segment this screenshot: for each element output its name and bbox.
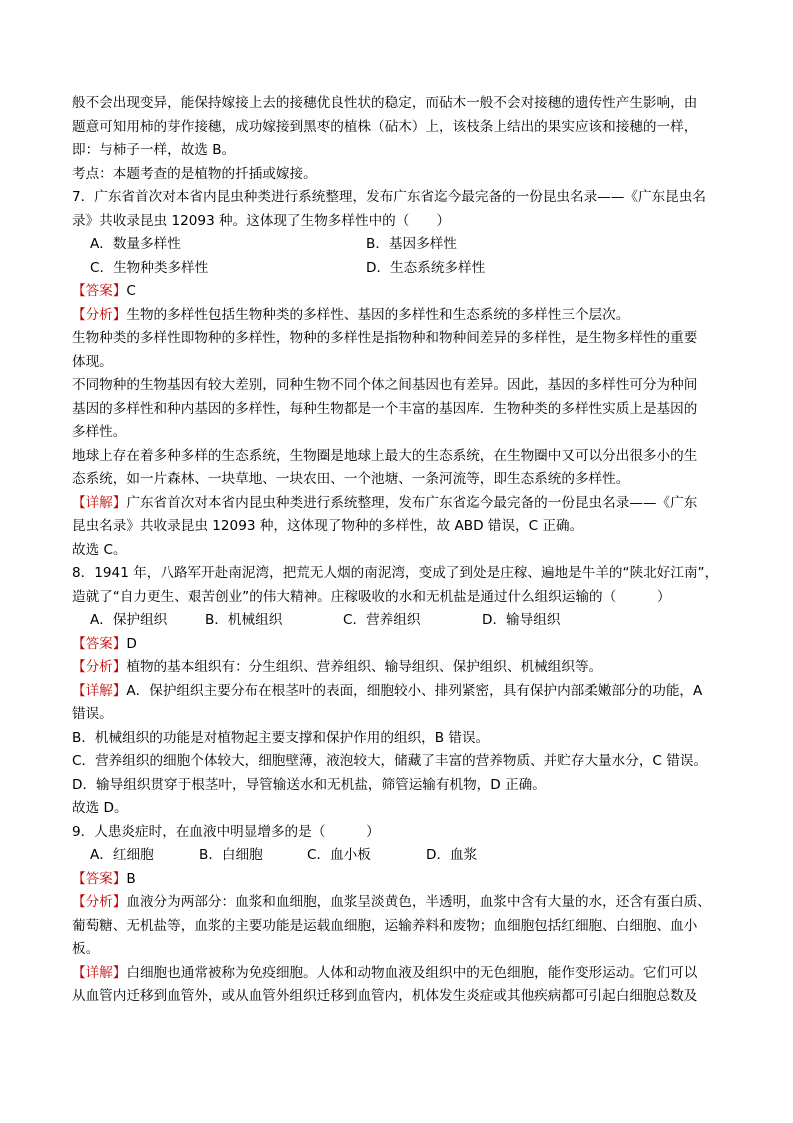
text-line: 态系统，如一片森林、一块草地、一块农田、一个池塘、一条河流等，即生态系统的多样性。 <box>72 471 630 487</box>
question-8-options <box>72 609 722 633</box>
option-b: B．基因多样性 <box>366 236 457 252</box>
text-line: 故选 C。 <box>72 541 127 558</box>
option-a: A．保护组织 <box>90 612 168 628</box>
answer-line <box>72 633 722 657</box>
text-line: 多样性。 <box>72 424 127 440</box>
text-line: 体现。 <box>72 353 113 370</box>
question-7-stem: 录》共收录昆虫 12093 种。这体现了生物多样性中的（ ） <box>72 212 451 229</box>
analysis-tag: 【分析】 <box>72 306 127 323</box>
option-a: A．红细胞 <box>90 847 154 863</box>
option-b: B．白细胞 <box>199 847 263 863</box>
answer-value: D <box>126 635 137 652</box>
text-line: D．输导组织贯穿于根茎叶，导管输送水和无机盐，筛管运输有机物，D 正确。 <box>72 776 546 793</box>
option-a: A．数量多样性 <box>90 236 181 252</box>
text-line: B．机械组织的功能是对植物起主要支撑和保护作用的组织，B 错误。 <box>72 729 490 746</box>
answer-tag: 【答案】 <box>72 635 127 652</box>
question-8-stem: 造就了“自力更生、艰苦创业”的伟大精神。庄稼吸收的水和无机盐是通过什么组织运输的（ ） <box>72 588 671 605</box>
detail-line <box>72 680 722 704</box>
detail-text: 广东省首次对本省内昆虫种类进行系统整理，发布广东省迄今最完备的一份昆虫名录——《广东 <box>126 494 698 511</box>
text-line: C．营养组织的细胞个体较大，细胞壁薄，液泡较大，储藏了丰富的营养物质、并贮存大量水分，C 错误。 <box>72 753 708 769</box>
text-line: 不同物种的生物基因有较大差别，同种生物不同个体之间基因也有差异。因此，基因的多样性可分为种间 <box>72 377 698 393</box>
question-7-options <box>72 257 722 281</box>
question-8-stem: 8．1941 年，八路军开赴南泥湾，把荒无人烟的南泥湾，变成了到处是庄稼、遍地是牛羊的“陕北好江南”， <box>72 565 719 581</box>
option-d: D．血浆 <box>426 847 478 863</box>
option-d: D．输导组织 <box>482 612 561 628</box>
text-line: 错误。 <box>72 706 113 722</box>
text-line: 题意可知用柿的芽作接穗，成功嫁接到黑枣的植株（砧木）上，该枝条上结出的果实应该和接穗的一样， <box>72 118 698 135</box>
text-line: 考点：本题考查的是植物的扦插或嫁接。 <box>72 165 317 182</box>
detail-text: 白细胞也通常被称为免疫细胞。人体和动物血液及组织中的无色细胞，能作变形运动。它们可以 <box>126 964 698 981</box>
text-line: 故选 D。 <box>72 800 128 816</box>
answer-tag: 【答案】 <box>72 870 127 887</box>
question-7-options <box>72 233 722 257</box>
answer-line <box>72 280 722 304</box>
analysis-line <box>72 891 722 915</box>
detail-text: A．保护组织主要分布在根茎叶的表面，细胞较小、排列紧密，具有保护内部柔嫩部分的功能，A <box>126 682 703 699</box>
analysis-text: 植物的基本组织有：分生组织、营养组织、输导组织、保护组织、机械组织等。 <box>126 659 603 675</box>
analysis-tag: 【分析】 <box>72 659 127 675</box>
question-7-stem: 7．广东省首次对本省内昆虫种类进行系统整理，发布广东省迄今最完备的一份昆虫名录——《广东昆虫名 <box>72 189 706 205</box>
text-line: 即：与柿子一样，故选 B。 <box>72 142 236 158</box>
text-line: 板。 <box>72 941 100 957</box>
answer-line <box>72 868 722 892</box>
option-d: D．生态系统多样性 <box>366 259 486 276</box>
option-c: C．营养组织 <box>343 612 421 628</box>
detail-tag: 【详解】 <box>72 494 127 511</box>
text-line: 般不会出现变异，能保持嫁接上去的接穗优良性状的稳定，而砧木一般不会对接穗的遗传性产生影响，由 <box>72 95 698 111</box>
document-page <box>72 92 722 1009</box>
text-line: 从血管内迁移到血管外，或从血管外组织迁移到血管内，机体发生炎症或其他疾病都可引起白细胞总数及 <box>72 988 698 1004</box>
detail-tag: 【详解】 <box>72 682 127 699</box>
option-c: C．血小板 <box>307 847 371 863</box>
question-9-options <box>72 844 722 868</box>
text-line: 生物种类的多样性即物种的多样性，物种的多样性是指物种和物种间差异的多样性，是生物多样性的重要 <box>72 330 698 346</box>
analysis-line <box>72 656 722 680</box>
analysis-tag: 【分析】 <box>72 894 127 910</box>
question-9-stem: 9．人患炎症时，在血液中明显增多的是（ ） <box>72 823 380 840</box>
detail-line <box>72 962 722 986</box>
detail-line <box>72 492 722 516</box>
text-line: 基因的多样性和种内基因的多样性，每种生物都是一个丰富的基因库．生物种类的多样性实质上是基因的 <box>72 400 698 417</box>
option-c: C．生物种类多样性 <box>90 259 209 276</box>
text-line: 昆虫名录》共收录昆虫 12093 种，这体现了物种的多样性，故 ABD 错误，C 正确。 <box>72 518 584 534</box>
analysis-text: 生物的多样性包括生物种类的多样性、基因的多样性和生态系统的多样性三个层次。 <box>126 306 630 323</box>
analysis-line <box>72 304 722 328</box>
detail-tag: 【详解】 <box>72 964 127 981</box>
answer-value: B <box>126 870 136 887</box>
analysis-text: 血液分为两部分：血浆和血细胞，血浆呈淡黄色，半透明，血浆中含有大量的水，还含有蛋白质、 <box>126 894 711 910</box>
answer-value: C <box>126 283 136 299</box>
option-b: B．机械组织 <box>205 612 283 628</box>
text-line: 地球上存在着多种多样的生态系统，生物圈是地球上最大的生态系统，在生物圈中又可以分出很多小的生 <box>72 447 698 464</box>
answer-tag: 【答案】 <box>72 283 127 299</box>
text-line: 葡萄糖、无机盐等，血浆的主要功能是运载血细胞，运输养料和废物；血细胞包括红细胞、白细胞、血小 <box>72 917 698 934</box>
